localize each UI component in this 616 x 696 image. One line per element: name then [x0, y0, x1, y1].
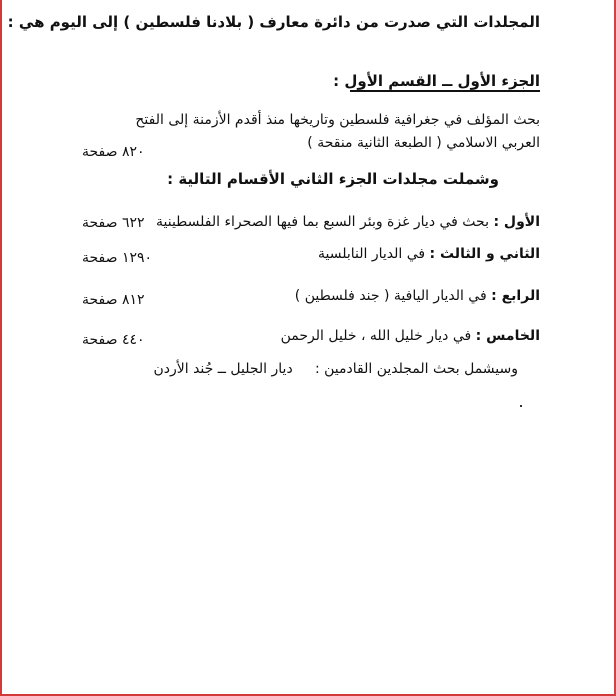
part1-line-2: العربي الاسلامي ( الطبعة الثانية منقحة ) — [307, 135, 540, 151]
section-text: بحث في ديار غزة وبئر السبع بما فيها الصحراء الفلسطينية — [155, 214, 489, 230]
section-label: الرابع : — [491, 288, 540, 304]
future-text: ديار الجليل ــ جُند الأردن — [153, 361, 293, 377]
page-title: المجلدات التي صدرت من دائرة معارف ( بلادنا فلسطين ) إلى اليوم هي : — [7, 13, 540, 31]
part1-heading-underline — [350, 90, 540, 92]
future-label: وسيشمل بحث المجلدين القادمين : — [314, 361, 518, 377]
section-pages-3: ٨١٢ صفحة — [82, 292, 145, 308]
part1-line-1: بحث المؤلف في جغرافية فلسطين وتاريخها منذ أقدم الأزمنة إلى الفتح — [135, 112, 540, 128]
section-pages-1: ٦٢٢ صفحة — [82, 215, 145, 231]
section-text: في الديار النابلسية — [317, 246, 426, 262]
section-label: الأول : — [493, 214, 540, 230]
section-row-4 — [281, 326, 540, 346]
section-pages-4: ٤٤٠ صفحة — [82, 332, 145, 348]
section-text: في ديار خليل الله ، خليل الرحمن — [280, 328, 472, 344]
section-row-3 — [295, 286, 540, 306]
section-text: في الديار اليافية ( جند فلسطين ) — [294, 288, 487, 304]
section-row-1 — [156, 212, 540, 232]
section-label: الثاني و الثالث : — [429, 246, 540, 262]
stray-dot — [520, 405, 522, 407]
future-volumes — [153, 359, 518, 379]
section-label: الخامس : — [475, 328, 540, 344]
part2-heading: وشملت مجلدات الجزء الثاني الأقسام التالية : — [167, 170, 499, 188]
part1-heading: الجزء الأول ــ القسم الأول : — [333, 72, 540, 90]
section-row-2 — [318, 244, 540, 264]
part1-pages: ٨٢٠ صفحة — [82, 144, 145, 160]
section-pages-2: ١٢٩٠ صفحة — [82, 250, 153, 266]
